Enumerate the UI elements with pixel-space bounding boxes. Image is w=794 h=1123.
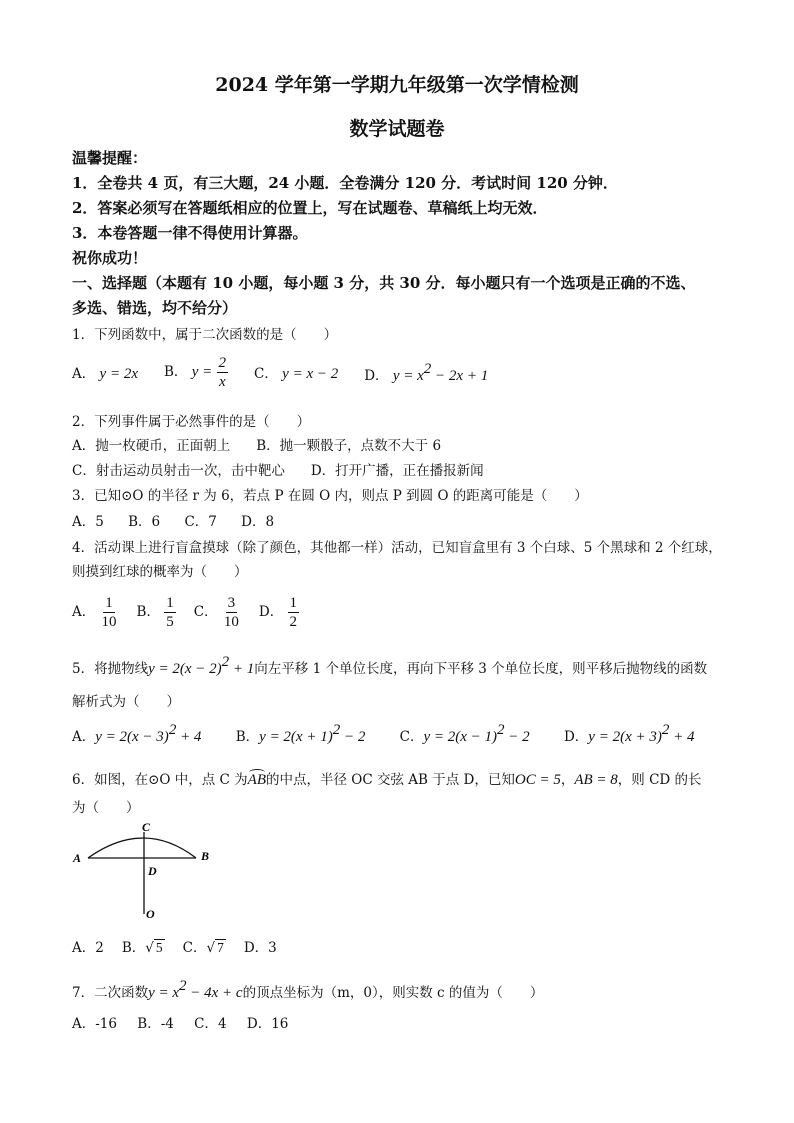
q5-stem-post: 向左平移 1 个单位长度，再向下平移 3 个单位长度，则平移后抛物线的函数 [254, 661, 708, 677]
q1-option-d-pre: y = x [392, 367, 424, 384]
q1-option-a [72, 362, 138, 383]
q5-stem-line1 [72, 654, 707, 678]
q1-option-b-denominator: x [218, 374, 226, 390]
q4-option-d-denominator: 2 [289, 614, 298, 630]
q4-option-d-fraction [288, 594, 300, 631]
q5-option-d-exponent: 2 [661, 722, 670, 738]
q7-option-b: B．-4 [137, 1016, 174, 1032]
q5-option-d-tail: + 4 [669, 729, 695, 745]
q1-option-b [164, 354, 228, 391]
q4-option-b-label: B． [136, 604, 160, 620]
section1-heading-line1: 一、选择题（本题有 10 小题，每小题 3 分，共 30 分．每小题只有一个选项是正确的不选、 [72, 274, 696, 292]
q4-option-b-numerator: 1 [166, 595, 174, 611]
q6-option-a: A．2 [72, 940, 104, 956]
q1-option-b-label: B． [163, 364, 188, 380]
q6-option-d: D．3 [243, 940, 277, 956]
q4-option-c [194, 594, 241, 631]
q7-stem [72, 978, 543, 1002]
q1-option-d-exponent: 2 [423, 360, 432, 377]
q4-option-a-label: A． [72, 604, 96, 620]
q5-option-c-tail: − 2 [504, 729, 530, 745]
q3-option-d: D．8 [241, 514, 275, 530]
q4-options [72, 594, 325, 631]
q7-option-c: C．4 [194, 1016, 227, 1032]
q5-option-b-label: B． [235, 729, 260, 745]
tips-heading: 温馨提醒： [72, 149, 148, 167]
q3-option-c: C．7 [184, 514, 217, 530]
q5-stem-line2: 解析式为（ ） [72, 694, 180, 710]
q1-option-d-label: D． [364, 367, 389, 384]
q5-option-a-exponent: 2 [168, 722, 177, 738]
tip-item-3: 3．本卷答题一律不得使用计算器。 [72, 224, 308, 242]
q5-option-a-tail: + 4 [176, 729, 202, 745]
q2-row-1 [72, 434, 441, 454]
q6-expr-oc: OC = 5 [514, 772, 561, 788]
q6-stem-c: ，则 CD 的长 [617, 772, 702, 788]
tip-item-2: 2．答案必须写在答题纸相应的位置上，写在试题卷、草稿纸上均无效． [72, 199, 548, 217]
q6-arc-shape [88, 838, 196, 858]
q7-expr: y = x [148, 985, 180, 1001]
q4-option-b [137, 594, 176, 631]
q6-label-c: C [142, 820, 151, 834]
q6-label-o: O [146, 907, 155, 921]
q5-option-c [400, 722, 530, 746]
q3-option-b: B．6 [128, 514, 161, 530]
q6-arc-ab: AB [247, 772, 266, 788]
q3-options [72, 510, 300, 530]
q6-options [72, 936, 303, 956]
q1-option-c [254, 362, 338, 383]
q4-option-d [259, 594, 299, 631]
q7-option-d: D．16 [246, 1016, 289, 1032]
q5-option-d [564, 722, 695, 746]
q2-option-c: C．射击运动员射击一次，击中靶心 [72, 463, 285, 479]
q6-label-b: B [201, 849, 210, 863]
q4-option-c-numerator: 3 [227, 595, 236, 611]
q5-stem-exponent: 2 [221, 654, 230, 670]
tip-item-1: 1．全卷共 4 页，有三大题，24 小题．全卷满分 120 分．考试时间 120 分钟． [72, 174, 618, 192]
q4-option-c-label: C． [193, 604, 218, 620]
q5-option-d-label: D． [563, 729, 589, 745]
q7-expr-tail: − 4x + c [186, 985, 243, 1001]
q5-option-b-tail: − 2 [340, 729, 366, 745]
q2-stem: 2．下列事件属于必然事件的是（ ） [72, 414, 311, 430]
tips-wish: 祝你成功！ [72, 249, 148, 267]
q7-stem-a: 7．二次函数 [72, 985, 149, 1001]
q4-stem-line1: 4．活动课上进行盲盒摸球（除了颜色，其他都一样）活动，已知盲盒里有 3 个白球、5 个黑球和 2 个红球， [72, 540, 722, 556]
q4-option-d-label: D． [258, 604, 284, 620]
q4-option-a-numerator: 1 [105, 595, 113, 611]
q4-option-c-fraction [222, 594, 241, 631]
q2-option-a: A．抛一枚硬币，正面朝上 [72, 438, 231, 454]
q6-circle-figure [68, 818, 218, 922]
q6-stem-b: 的中点，半径 OC 交弦 AB 于点 D，已知 [266, 772, 515, 788]
q6-option-c-radicand: 7 [217, 940, 224, 955]
q5-option-b-exponent: 2 [332, 722, 341, 738]
q5-option-c-expr: y = 2(x − 1) [423, 729, 498, 745]
sqrt-icon: √ 7 [206, 940, 224, 956]
q4-option-a-fraction [100, 594, 119, 631]
q5-option-c-exponent: 2 [497, 722, 505, 738]
q1-option-d-post: − 2x + 1 [431, 367, 489, 384]
q6-stem-a: 6．如图，在⊙O 中，点 C 为 [72, 772, 248, 788]
q1-option-d [364, 361, 488, 385]
q4-stem-line2: 则摸到红球的概率为（ ） [72, 564, 248, 580]
q6-option-c-label: C． [182, 940, 207, 956]
q3-stem: 3．已知⊙O 的半径 r 为 6，若点 P 在圆 O 内，则点 P 到圆 O 的距离可能是（ ） [72, 488, 588, 504]
q6-stem-line1 [72, 768, 702, 789]
q5-option-a-expr: y = 2(x − 3) [95, 729, 169, 745]
q4-option-c-denominator: 10 [223, 614, 239, 630]
q4-option-a-denominator: 10 [101, 614, 117, 630]
q6-option-c [183, 936, 226, 956]
q4-option-a [72, 594, 119, 631]
q1-option-c-expr: y = x − 2 [282, 366, 339, 382]
q5-option-b [236, 722, 366, 746]
q7-option-a: A．-16 [72, 1016, 117, 1032]
q5-stem-expr-tail: + 1 [229, 661, 255, 677]
q2-option-d: D．打开广播，正在播报新闻 [310, 463, 484, 479]
section1-heading-line2: 多选、错选，均不给分） [72, 299, 238, 317]
q2-row-2 [72, 459, 484, 479]
q5-option-a-label: A． [72, 729, 96, 745]
sqrt-icon: √ 5 [145, 940, 163, 956]
q1-option-b-left: y = [191, 364, 213, 380]
q6-separator: ， [560, 772, 575, 788]
q1-option-b-fraction [217, 354, 229, 391]
exam-title: 2024 学年第一学期九年级第一次学情检测 [215, 74, 579, 96]
q6-option-b [122, 936, 165, 956]
q6-expr-ab: AB = 8 [574, 772, 618, 788]
q3-option-a: A．5 [72, 514, 104, 530]
q5-option-a [72, 722, 201, 746]
q6-option-b-label: B． [121, 940, 146, 956]
q6-label-a: A [73, 851, 82, 865]
q1-stem: 1．下列函数中，属于二次函数的是（ ） [72, 327, 338, 343]
q7-options [72, 1012, 314, 1032]
q6-option-b-radicand: 5 [155, 940, 163, 955]
q7-stem-b: 的顶点坐标为（m，0），则实数 c 的值为（ ） [242, 985, 544, 1001]
q5-option-c-label: C． [399, 729, 424, 745]
q6-stem-line2: 为（ ） [72, 800, 140, 816]
q7-expr-exponent: 2 [179, 978, 187, 994]
q6-label-d: D [148, 864, 157, 878]
q4-option-d-numerator: 1 [289, 595, 298, 611]
q1-option-c-label: C． [254, 366, 278, 382]
q1-option-a-label: A． [72, 366, 96, 382]
q5-option-b-expr: y = 2(x + 1) [259, 729, 333, 745]
q5-stem-pre: 5．将抛物线 [72, 661, 149, 677]
q4-option-b-fraction [164, 594, 176, 631]
q1-options [72, 354, 514, 391]
q5-option-d-expr: y = 2(x + 3) [588, 729, 662, 745]
q1-option-b-numerator: 2 [218, 355, 227, 371]
q2-option-b: B．抛一颗骰子，点数不大于 6 [256, 438, 442, 454]
q5-stem-expr: y = 2(x − 2) [148, 661, 222, 677]
q4-option-b-denominator: 5 [166, 614, 174, 630]
exam-subtitle: 数学试题卷 [349, 118, 445, 140]
q5-options [72, 722, 720, 746]
q1-option-a-expr: y = 2x [99, 366, 138, 382]
